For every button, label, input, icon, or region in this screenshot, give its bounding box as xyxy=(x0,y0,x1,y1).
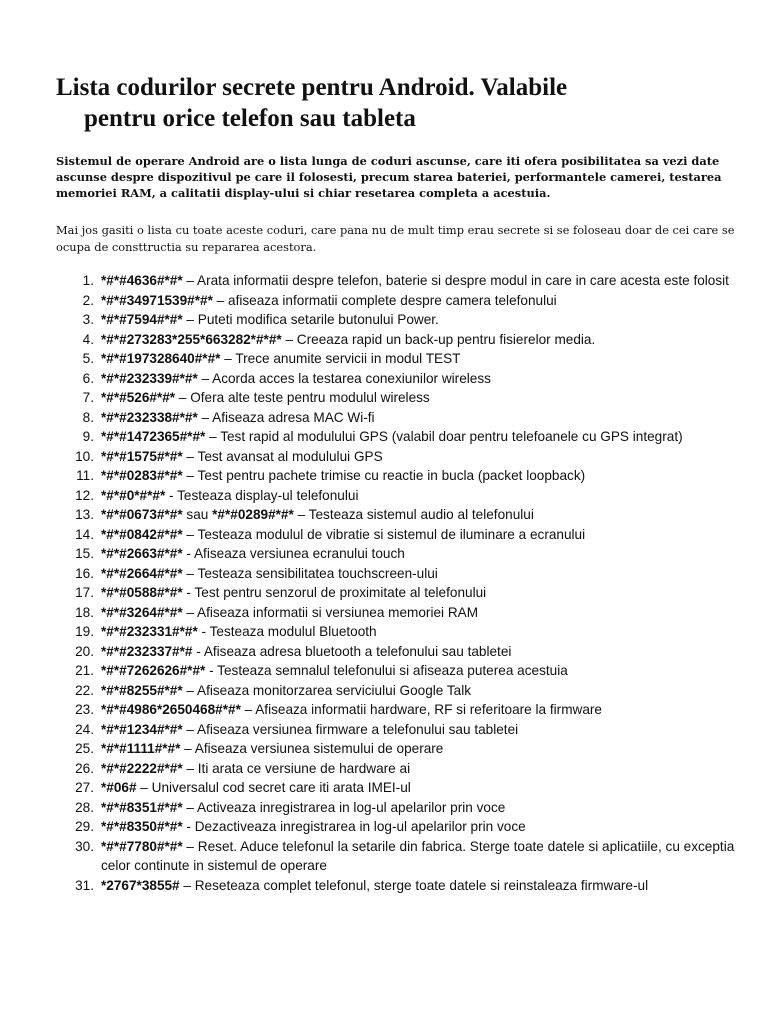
list-number: 23. xyxy=(75,702,94,717)
title-line-1: Lista codurilor secrete pentru Android. Valabile xyxy=(56,74,568,101)
code-description: – Afiseaza adresa MAC Wi-fi xyxy=(197,409,375,425)
list-item xyxy=(56,349,736,369)
list-number: 18. xyxy=(75,604,94,620)
code-description: – Creeaza rapid un back-up pentru fisierelor media. xyxy=(281,331,596,347)
list-item xyxy=(56,837,736,876)
secret-code: *#*#7594#*#* xyxy=(101,312,183,327)
list-number: 3. xyxy=(82,312,94,327)
page-title xyxy=(56,72,736,134)
code-description: – Test pentru pachete trimise cu reactie in bucla (packet loopback) xyxy=(182,468,586,483)
secret-code: *#*#232338#*#* xyxy=(101,409,198,425)
code-connector: sau xyxy=(182,507,213,522)
code-description: - Afiseaza versiunea ecranului touch xyxy=(182,546,405,561)
list-item xyxy=(56,466,736,486)
secret-code: *#*#1472365#*#* xyxy=(101,429,206,444)
secret-code: *#*#7780#*#* xyxy=(101,838,183,854)
secret-code: *#*#232337#*# xyxy=(101,643,193,659)
code-description: – Puteti modifica setarile butonului Power. xyxy=(182,312,439,327)
secret-code: *#*#8351#*#* xyxy=(101,799,183,815)
codes-list xyxy=(56,271,736,895)
code-description: - Testeaza modulul Bluetooth xyxy=(197,624,377,639)
list-item xyxy=(56,525,736,545)
code-description: – Iti arata ce versiune de hardware ai xyxy=(182,760,411,776)
code-description: – Universalul cod secret care iti arata IMEI-ul xyxy=(136,780,411,795)
list-number: 24. xyxy=(75,721,94,737)
secret-code: *#*#0673#*#* xyxy=(101,507,183,522)
code-description: – Test rapid al modulului GPS (valabil doar pentru telefoanele cu GPS integrat) xyxy=(205,429,683,444)
secret-code: *#*#273283*255*663282*#*#* xyxy=(101,331,282,347)
secret-code: *#*#8350#*#* xyxy=(101,819,183,834)
code-description: - Testeaza semnalul telefonului si afiseaza puterea acestuia xyxy=(205,663,568,678)
list-item xyxy=(56,720,736,740)
secret-code: *#*#0842#*#* xyxy=(101,526,183,542)
code-description: – Afiseaza informatii hardware, RF si referitoare la firmware xyxy=(240,702,602,717)
list-number: 17. xyxy=(75,585,94,600)
secret-code: *#*#0283#*#* xyxy=(101,468,183,483)
list-number: 30. xyxy=(75,838,94,854)
code-description: – Ofera alte teste pentru modulul wireless xyxy=(175,390,430,405)
secret-code: *#*#4986*2650468#*#* xyxy=(101,702,241,717)
code-description: – Acorda acces la testarea conexiunilor wireless xyxy=(197,370,491,386)
list-number: 16. xyxy=(75,565,94,581)
secret-code: *#*#197328640#*#* xyxy=(101,351,221,366)
description-paragraph: Mai jos gasiti o lista cu toate aceste coduri, care pana nu de mult timp erau secrete si se foloseau doar de cei care se ocupa de consttructia su repararea acestora. xyxy=(56,223,735,254)
list-item xyxy=(56,408,736,428)
list-number: 31. xyxy=(75,877,94,893)
code-description: – Reset. Aduce telefonul la setarile din fabrica. Sterge toate datele si aplicatiile, cu exceptia celor continute in sistemul de operare xyxy=(101,838,735,873)
list-number: 4. xyxy=(82,331,94,347)
secret-code: *#*#34971539#*#* xyxy=(101,292,213,308)
list-number: 2. xyxy=(82,292,94,308)
secret-code: *#*#232339#*#* xyxy=(101,370,198,386)
list-item xyxy=(56,622,736,642)
code-description: - Afiseaza adresa bluetooth a telefonului sau tabletei xyxy=(192,643,512,659)
code-description: – Test avansat al modulului GPS xyxy=(182,448,383,464)
secret-code: *#*#232331#*#* xyxy=(101,624,198,639)
list-item xyxy=(56,271,736,291)
list-item xyxy=(56,583,736,603)
list-number: 29. xyxy=(75,819,94,834)
list-number: 11. xyxy=(76,468,94,483)
list-number: 8. xyxy=(82,409,94,425)
list-number: 9. xyxy=(82,429,94,444)
code-description: – Arata informatii despre telefon, baterie si despre modul in care in care acesta este folosit xyxy=(182,273,729,288)
code-description: – Testeaza sensibilitatea touchscreen-ului xyxy=(182,565,438,581)
list-number: 6. xyxy=(82,370,94,386)
list-number: 20. xyxy=(75,643,94,659)
list-item xyxy=(56,778,736,798)
title-line-2: pentru orice telefon sau tableta xyxy=(84,105,416,132)
list-number: 25. xyxy=(75,741,94,756)
list-number: 27. xyxy=(75,780,94,795)
list-item xyxy=(56,427,736,447)
list-item xyxy=(56,564,736,584)
list-item xyxy=(56,700,736,720)
secret-code: *#*#1234#*#* xyxy=(101,721,183,737)
list-number: 26. xyxy=(75,760,94,776)
list-item xyxy=(56,876,736,896)
list-item xyxy=(56,661,736,681)
secret-code: *#*#3264#*#* xyxy=(101,604,183,620)
list-number: 22. xyxy=(75,682,94,698)
code-description: – Trece anumite servicii in modul TEST xyxy=(220,351,461,366)
list-number: 19. xyxy=(75,624,94,639)
secret-code: *#*#1575#*#* xyxy=(101,448,183,464)
code-description: – Reseteaza complet telefonul, sterge toate datele si reinstaleaza firmware-ul xyxy=(179,877,649,893)
list-item xyxy=(56,486,736,506)
code-description: – Testeaza sistemul audio al telefonului xyxy=(293,507,534,522)
list-item xyxy=(56,681,736,701)
list-item xyxy=(56,388,736,408)
list-item xyxy=(56,310,736,330)
list-number: 7. xyxy=(82,390,94,405)
code-description: – Afiseaza informatii si versiunea memoriei RAM xyxy=(182,604,479,620)
list-item xyxy=(56,447,736,467)
list-item xyxy=(56,544,736,564)
list-item xyxy=(56,505,736,525)
secret-code: *#*#2663#*#* xyxy=(101,546,183,561)
list-number: 1. xyxy=(82,273,94,288)
list-item xyxy=(56,817,736,837)
secret-code: *#*#0*#*#* xyxy=(101,487,166,503)
secret-code: *#*#7262626#*#* xyxy=(101,663,206,678)
list-number: 21. xyxy=(75,663,94,678)
secret-code: *#*#2664#*#* xyxy=(101,565,183,581)
list-item xyxy=(56,369,736,389)
list-number: 5. xyxy=(82,351,94,366)
secret-code: *#*#8255#*#* xyxy=(101,682,183,698)
intro-paragraph: Sistemul de operare Android are o lista lunga de coduri ascunse, care iti ofera posibilitatea sa vezi date ascunse despre dispozitivul pe care il folosesti, precum starea bateriei, performantele camerei, testarea memoriei RAM, a calitatii display-ului si chiar resetarea completa a acestuia. xyxy=(56,154,722,200)
secret-code: *#06# xyxy=(101,780,137,795)
code-description: – Activeaza inregistrarea in log-ul apelarilor prin voce xyxy=(182,799,506,815)
code-description: - Dezactiveaza inregistrarea in log-ul apelarilor prin voce xyxy=(182,819,526,834)
list-item xyxy=(56,603,736,623)
list-number: 12. xyxy=(75,487,94,503)
secret-code: *#*#4636#*#* xyxy=(101,273,183,288)
list-item xyxy=(56,759,736,779)
list-number: 13. xyxy=(75,507,94,522)
code-description: – Afiseaza versiunea sistemului de operare xyxy=(180,741,444,756)
list-item xyxy=(56,291,736,311)
secret-code: *#*#526#*#* xyxy=(101,390,176,405)
list-number: 28. xyxy=(75,799,94,815)
list-number: 15. xyxy=(75,546,94,561)
secret-code: *#*#1111#*#* xyxy=(101,741,181,756)
list-item xyxy=(56,798,736,818)
code-description: - Testeaza display-ul telefonului xyxy=(165,487,359,503)
code-description: – Testeaza modulul de vibratie si sistemul de iluminare a ecranului xyxy=(182,526,586,542)
list-item xyxy=(56,739,736,759)
code-description: – afiseaza informatii complete despre camera telefonului xyxy=(212,292,557,308)
secret-code: *#*#0588#*#* xyxy=(101,585,183,600)
list-item xyxy=(56,330,736,350)
list-item xyxy=(56,642,736,662)
list-number: 14. xyxy=(75,526,94,542)
code-description: – Afiseaza monitorzarea serviciului Google Talk xyxy=(182,682,472,698)
code-description: – Afiseaza versiunea firmware a telefonului sau tabletei xyxy=(182,721,519,737)
code-description: - Test pentru senzorul de proximitate al telefonului xyxy=(182,585,487,600)
secret-code-alt: *#*#0289#*#* xyxy=(212,507,294,522)
list-number: 10. xyxy=(75,448,94,464)
secret-code: *#*#2222#*#* xyxy=(101,760,183,776)
secret-code: *2767*3855# xyxy=(101,877,180,893)
